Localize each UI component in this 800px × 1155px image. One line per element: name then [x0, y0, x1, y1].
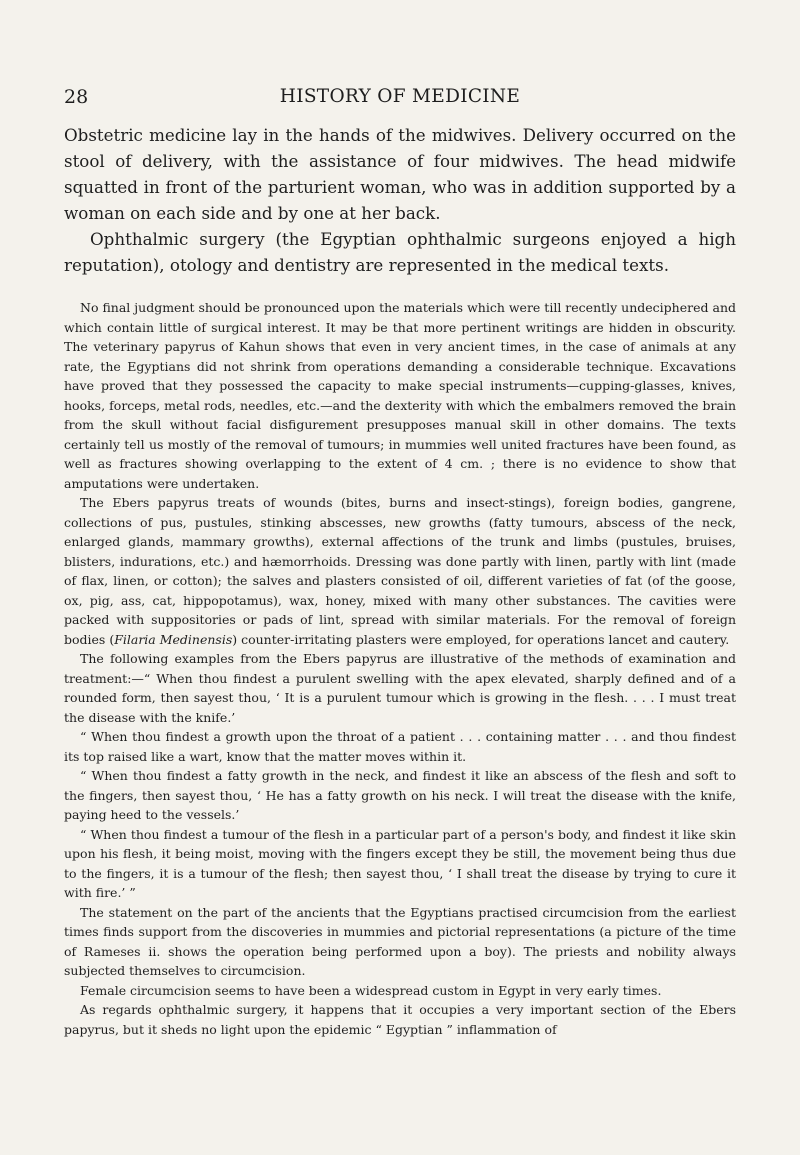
paragraph-ebers-papyrus — [64, 493, 736, 649]
paragraph-examples: The following examples from the Ebers papyrus are illustrative of the methods of examination and treatment:—“ When thou findest a purulent swelling with the apex elevated, sharply defined and of a rounded form, then sayest thou, ‘ It is a purulent tumour which is growing in the flesh. . . . I must treat the disease with the knife.’ — [64, 651, 736, 725]
filaria-term: Filaria Medinensis — [114, 631, 233, 647]
ebers-text-part-1: The Ebers papyrus treats of wounds (bites, burns and insect-stings), foreign bodies, gangrene, collections of pus, pustules, stinking abscesses, new growths (fatty tumours, abscess of the neck, enlarged glands, mammary growths), external affections of the trunk and limbs (pustules, bruises, blisters, indurations, etc.) and hæmorrhoids. Dressing was done partly with linen, partly with lint (made of flax, linen, or cotton); the salves and plasters consisted of oil, different varieties of fat (of the goose, ox, pig, ass, cat, hippopotamus), wax, honey, mixed with many other substances. The cavities were packed with suppositories or pads of lint, spread with similar materials. For the removal of foreign bodies ( — [64, 495, 736, 647]
large-print-section — [64, 122, 736, 278]
paragraph-circumcision: The statement on the part of the ancients that the Egyptians practised circumcision from the earliest times finds support from the discoveries in mummies and pictorial representations (a picture of the time of Rameses ii. shows the operation being performed upon a boy). The priests and nobility always subjected themselves to circumcision. — [64, 904, 736, 978]
small-print-section — [64, 298, 736, 1039]
paragraph-female-circumcision: Female circumcision seems to have been a widespread custom in Egypt in very early times. — [80, 982, 662, 998]
body-text — [64, 122, 736, 1039]
paragraph-fatty-growth: “ When thou findest a fatty growth in the neck, and findest it like an abscess of the flesh and soft to the fingers, then sayest thou, ‘ He has a fatty growth on his neck. I will treat the disease with the knife, paying heed to the vessels.’ — [64, 768, 736, 822]
page-header — [64, 86, 736, 110]
paragraph-tumour-flesh: “ When thou findest a tumour of the flesh in a particular part of a person's body, and findest it like skin upon his flesh, it being moist, moving with the fingers except they be still, the movement being thus due to the fingers, it is a tumour of the flesh; then sayest thou, ‘ I shall treat the disease by trying to cure it with fire.’ ” — [64, 826, 736, 900]
paragraph-obstetric: Obstetric medicine lay in the hands of the midwives. Delivery occurred on the stool of delivery, with the assistance of four midwives. The head midwife squatted in front of the parturient woman, who was in addition supported by a woman on each side and by one at her back. — [64, 125, 736, 223]
paragraph-ophthalmic-surgery: As regards ophthalmic surgery, it happens that it occupies a very important section of the Ebers papyrus, but it sheds no light upon the epidemic “ Egyptian ” inflammation of — [64, 1002, 736, 1037]
running-title: HISTORY OF MEDICINE — [279, 86, 521, 107]
ebers-text-part-2: ) counter-irritating plasters were employed, for operations lancet and cautery. — [232, 631, 730, 647]
paragraph-final-judgment: No final judgment should be pronounced upon the materials which were till recently undeciphered and which contain little of surgical interest. It may be that more pertinent writings are hidden in obscurity. The veterinary papyrus of Kahun shows that even in very ancient times, in the case of animals at any rate, the Egyptians did not shrink from operations demanding a considerable technique. Excavations have proved that they possessed the capacity to make special instruments—cupping-glasses, knives, hooks, forceps, metal rods, needles, etc.—and the dexterity with which the embalmers removed the brain from the skull without facial disfigurement presupposes manual skill in other domains. The texts certainly tell us mostly of the removal of tumours; in mummies well united fractures have been found, as well as fractures showing overlapping to the extent of 4 cm. ; there is no evidence to show that amputations were undertaken. — [64, 300, 736, 491]
paragraph-ophthalmic: Ophthalmic surgery (the Egyptian ophthalmic surgeons enjoyed a high reputation), otology and dentistry are represented in the medical texts. — [64, 229, 736, 275]
page-number: 28 — [64, 86, 89, 108]
paragraph-throat-growth: “ When thou findest a growth upon the throat of a patient . . . containing matter . . . and thou findest its top raised like a wart, know that the matter moves within it. — [64, 729, 736, 764]
